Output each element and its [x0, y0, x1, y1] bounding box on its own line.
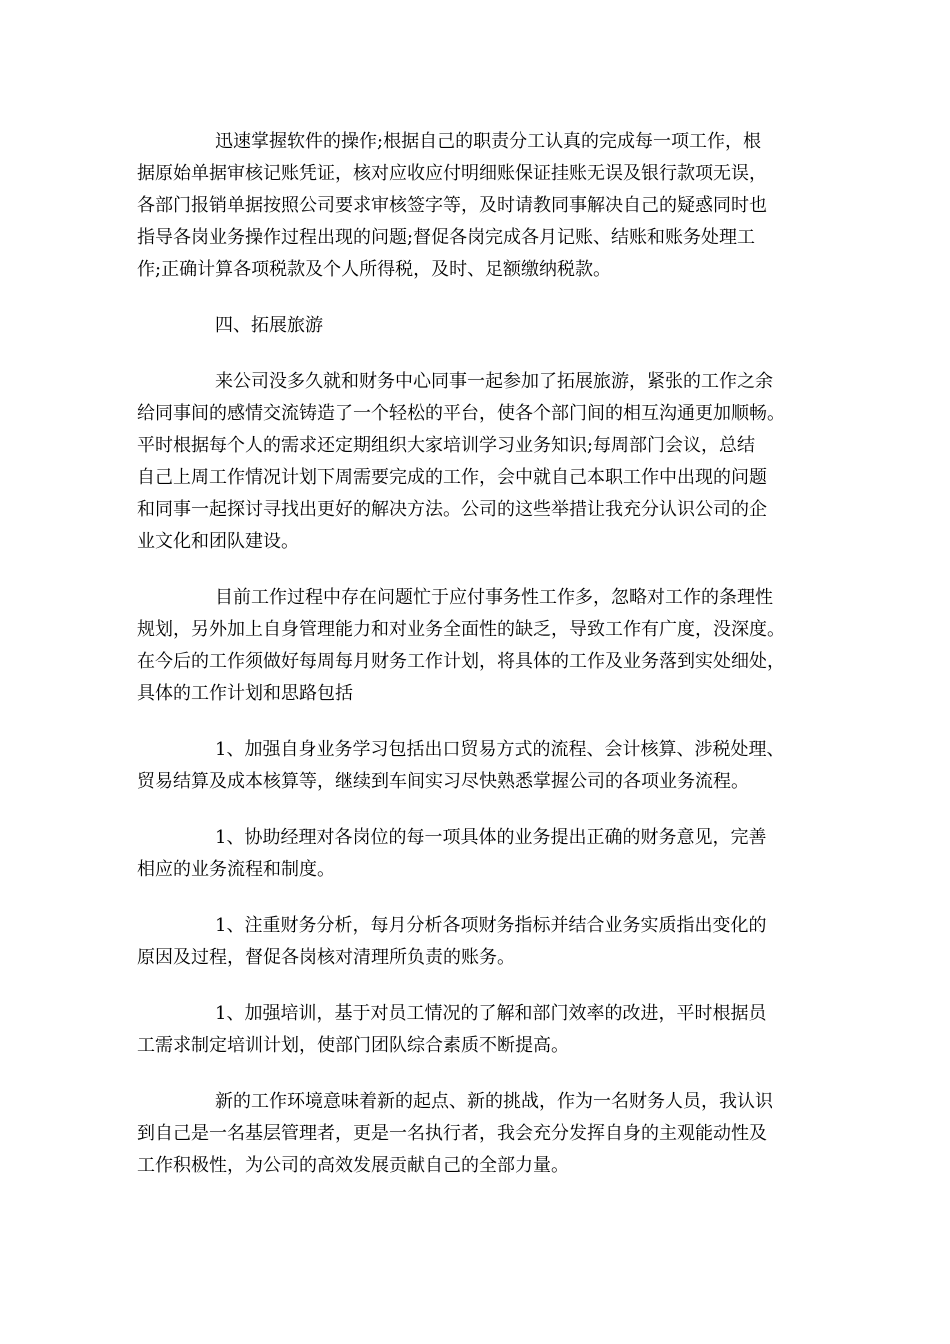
paragraph-line: 到自己是一名基层管理者，更是一名执行者，我会充分发挥自身的主观能动性及 — [137, 1123, 767, 1144]
paragraph-line: 相应的业务流程和制度。 — [137, 859, 335, 880]
paragraph-line: 新的工作环境意味着新的起点、新的挑战，作为一名财务人员，我认识 — [215, 1091, 773, 1112]
paragraph-line: 给同事间的感情交流铸造了一个轻松的平台，使各个部门间的相互沟通更加顺畅。 — [137, 403, 785, 424]
list-item-2 — [137, 822, 827, 886]
paragraph-2 — [137, 366, 827, 558]
paragraph-line: 工需求制定培训计划，使部门团队综合素质不断提高。 — [137, 1035, 569, 1056]
section-heading-text: 四、拓展旅游 — [215, 315, 323, 336]
paragraph-line: 在今后的工作须做好每周每月财务工作计划，将具体的工作及业务落到实处细处， — [137, 651, 785, 672]
paragraph-line: 贸易结算及成本核算等，继续到车间实习尽快熟悉掌握公司的各项业务流程。 — [137, 771, 749, 792]
paragraph-line: 1、加强培训，基于对员工情况的了解和部门效率的改进，平时根据员 — [215, 1003, 767, 1024]
paragraph-line: 指导各岗业务操作过程出现的问题;督促各岗完成各月记账、结账和账务处理工 — [137, 227, 756, 248]
paragraph-line: 具体的工作计划和思路包括 — [137, 683, 353, 704]
list-item-1 — [137, 734, 827, 798]
paragraph-line: 业文化和团队建设。 — [137, 531, 299, 552]
paragraph-line: 来公司没多久就和财务中心同事一起参加了拓展旅游，紧张的工作之余 — [215, 371, 773, 392]
paragraph-line: 和同事一起探讨寻找出更好的解决方法。公司的这些举措让我充分认识公司的企 — [137, 499, 767, 520]
closing-paragraph — [137, 1086, 827, 1182]
paragraph-line: 自己上周工作情况计划下周需要完成的工作，会中就自己本职工作中出现的问题 — [137, 467, 767, 488]
paragraph-line: 作;正确计算各项税款及个人所得税，及时、足额缴纳税款。 — [137, 259, 612, 280]
paragraph-line: 平时根据每个人的需求还定期组织大家培训学习业务知识;每周部门会议，总结 — [137, 435, 756, 456]
paragraph-line: 规划，另外加上自身管理能力和对业务全面性的缺乏，导致工作有广度，没深度。 — [137, 619, 785, 640]
paragraph-line: 1、注重财务分析，每月分析各项财务指标并结合业务实质指出变化的 — [215, 915, 767, 936]
list-item-4 — [137, 998, 827, 1062]
section-heading — [137, 310, 827, 342]
paragraph-line: 据原始单据审核记账凭证，核对应收应付明细账保证挂账无误及银行款项无误， — [137, 163, 767, 184]
paragraph-line: 迅速掌握软件的操作;根据自己的职责分工认真的完成每一项工作，根 — [215, 131, 762, 152]
paragraph-1 — [137, 126, 827, 286]
list-item-3 — [137, 910, 827, 974]
paragraph-line: 目前工作过程中存在问题忙于应付事务性工作多，忽略对工作的条理性 — [215, 587, 773, 608]
paragraph-line: 工作积极性，为公司的高效发展贡献自己的全部力量。 — [137, 1155, 569, 1176]
paragraph-line: 各部门报销单据按照公司要求审核签字等，及时请教同事解决自己的疑惑同时也 — [137, 195, 767, 216]
paragraph-3 — [137, 582, 827, 710]
paragraph-line: 原因及过程，督促各岗核对清理所负责的账务。 — [137, 947, 515, 968]
document-body — [137, 126, 827, 1182]
paragraph-line: 1、协助经理对各岗位的每一项具体的业务提出正确的财务意见，完善 — [215, 827, 767, 848]
paragraph-line: 1、加强自身业务学习包括出口贸易方式的流程、会计核算、涉税处理、 — [215, 739, 785, 760]
